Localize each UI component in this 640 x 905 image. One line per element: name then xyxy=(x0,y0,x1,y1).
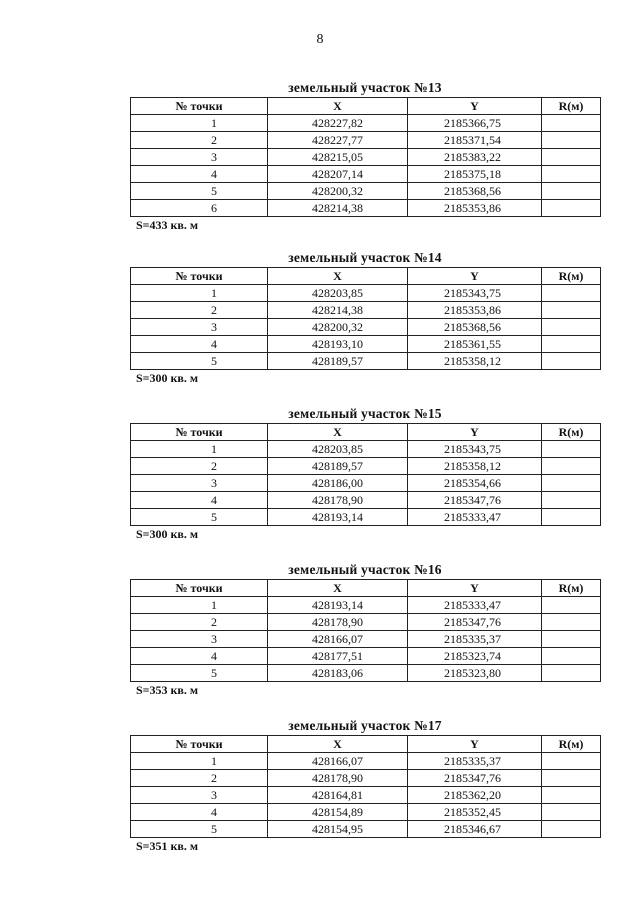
parcel-area: S=300 кв. м xyxy=(136,527,199,541)
header-y: Y xyxy=(408,268,542,285)
coordinates-table xyxy=(130,579,601,682)
x-coordinate-cell: 428207,14 xyxy=(268,166,408,183)
table-row xyxy=(131,353,601,370)
table-row xyxy=(131,665,601,682)
header-point-number: № точки xyxy=(131,580,268,597)
header-y: Y xyxy=(408,424,542,441)
radius-cell xyxy=(542,787,601,804)
x-coordinate-cell: 428166,07 xyxy=(268,753,408,770)
x-coordinate-cell: 428193,14 xyxy=(268,509,408,526)
point-number-cell: 5 xyxy=(131,353,268,370)
parcel-title: земельный участок №16 xyxy=(288,562,442,577)
table-header-row xyxy=(131,98,601,115)
radius-cell xyxy=(542,441,601,458)
radius-cell xyxy=(542,200,601,217)
table-row xyxy=(131,614,601,631)
point-number-cell: 6 xyxy=(131,200,268,217)
y-coordinate-cell: 2185354,66 xyxy=(408,475,542,492)
point-number-cell: 5 xyxy=(131,509,268,526)
radius-cell xyxy=(542,353,601,370)
point-number-cell: 4 xyxy=(131,804,268,821)
table-row xyxy=(131,770,601,787)
y-coordinate-cell: 2185368,56 xyxy=(408,319,542,336)
point-number-cell: 1 xyxy=(131,115,268,132)
y-coordinate-cell: 2185347,76 xyxy=(408,770,542,787)
radius-cell xyxy=(542,475,601,492)
radius-cell xyxy=(542,492,601,509)
point-number-cell: 3 xyxy=(131,475,268,492)
point-number-cell: 5 xyxy=(131,665,268,682)
table-row xyxy=(131,132,601,149)
x-coordinate-cell: 428189,57 xyxy=(268,353,408,370)
parcel-section xyxy=(130,79,600,233)
point-number-cell: 1 xyxy=(131,597,268,614)
parcel-area: S=433 кв. м xyxy=(136,218,199,232)
table-row xyxy=(131,200,601,217)
point-number-cell: 2 xyxy=(131,458,268,475)
x-coordinate-cell: 428193,10 xyxy=(268,336,408,353)
point-number-cell: 1 xyxy=(131,285,268,302)
point-number-cell: 4 xyxy=(131,166,268,183)
header-radius: R(м) xyxy=(542,424,601,441)
table-row xyxy=(131,821,601,838)
y-coordinate-cell: 2185361,55 xyxy=(408,336,542,353)
radius-cell xyxy=(542,753,601,770)
radius-cell xyxy=(542,132,601,149)
y-coordinate-cell: 2185333,47 xyxy=(408,597,542,614)
radius-cell xyxy=(542,302,601,319)
point-number-cell: 4 xyxy=(131,492,268,509)
page-number: 8 xyxy=(316,32,324,47)
table-row xyxy=(131,631,601,648)
table-header-row xyxy=(131,268,601,285)
y-coordinate-cell: 2185333,47 xyxy=(408,509,542,526)
parcel-title: земельный участок №14 xyxy=(288,250,442,265)
parcel-area: S=300 кв. м xyxy=(136,371,199,385)
table-row xyxy=(131,183,601,200)
parcel-section xyxy=(130,561,600,698)
table-row xyxy=(131,149,601,166)
table-row xyxy=(131,804,601,821)
point-number-cell: 3 xyxy=(131,787,268,804)
x-coordinate-cell: 428164,81 xyxy=(268,787,408,804)
x-coordinate-cell: 428200,32 xyxy=(268,319,408,336)
y-coordinate-cell: 2185343,75 xyxy=(408,285,542,302)
y-coordinate-cell: 2185353,86 xyxy=(408,200,542,217)
parcel-title: земельный участок №17 xyxy=(288,718,442,733)
x-coordinate-cell: 428154,95 xyxy=(268,821,408,838)
radius-cell xyxy=(542,458,601,475)
x-coordinate-cell: 428200,32 xyxy=(268,183,408,200)
table-header-row xyxy=(131,424,601,441)
x-coordinate-cell: 428178,90 xyxy=(268,614,408,631)
y-coordinate-cell: 2185323,80 xyxy=(408,665,542,682)
header-radius: R(м) xyxy=(542,736,601,753)
y-coordinate-cell: 2185335,37 xyxy=(408,753,542,770)
radius-cell xyxy=(542,115,601,132)
coordinates-table xyxy=(130,97,601,217)
radius-cell xyxy=(542,821,601,838)
x-coordinate-cell: 428203,85 xyxy=(268,441,408,458)
point-number-cell: 3 xyxy=(131,631,268,648)
header-point-number: № точки xyxy=(131,268,268,285)
parcel-section xyxy=(130,249,600,386)
x-coordinate-cell: 428227,77 xyxy=(268,132,408,149)
header-radius: R(м) xyxy=(542,580,601,597)
header-x: X xyxy=(268,268,408,285)
x-coordinate-cell: 428214,38 xyxy=(268,200,408,217)
y-coordinate-cell: 2185335,37 xyxy=(408,631,542,648)
x-coordinate-cell: 428154,89 xyxy=(268,804,408,821)
point-number-cell: 3 xyxy=(131,319,268,336)
radius-cell xyxy=(542,149,601,166)
table-row xyxy=(131,336,601,353)
x-coordinate-cell: 428183,06 xyxy=(268,665,408,682)
table-row xyxy=(131,319,601,336)
table-row xyxy=(131,285,601,302)
parcel-title: земельный участок №13 xyxy=(288,80,442,95)
x-coordinate-cell: 428215,05 xyxy=(268,149,408,166)
y-coordinate-cell: 2185352,45 xyxy=(408,804,542,821)
y-coordinate-cell: 2185347,76 xyxy=(408,614,542,631)
table-row xyxy=(131,302,601,319)
parcel-area: S=351 кв. м xyxy=(136,839,199,853)
point-number-cell: 4 xyxy=(131,648,268,665)
header-radius: R(м) xyxy=(542,268,601,285)
radius-cell xyxy=(542,183,601,200)
point-number-cell: 5 xyxy=(131,821,268,838)
parcel-section xyxy=(130,405,600,542)
x-coordinate-cell: 428214,38 xyxy=(268,302,408,319)
coordinates-table xyxy=(130,267,601,370)
radius-cell xyxy=(542,631,601,648)
table-row xyxy=(131,441,601,458)
radius-cell xyxy=(542,319,601,336)
y-coordinate-cell: 2185353,86 xyxy=(408,302,542,319)
parcel-title: земельный участок №15 xyxy=(288,406,442,421)
header-y: Y xyxy=(408,98,542,115)
table-row xyxy=(131,458,601,475)
point-number-cell: 2 xyxy=(131,132,268,149)
table-row xyxy=(131,475,601,492)
table-row xyxy=(131,648,601,665)
radius-cell xyxy=(542,614,601,631)
x-coordinate-cell: 428166,07 xyxy=(268,631,408,648)
y-coordinate-cell: 2185366,75 xyxy=(408,115,542,132)
x-coordinate-cell: 428189,57 xyxy=(268,458,408,475)
radius-cell xyxy=(542,804,601,821)
x-coordinate-cell: 428178,90 xyxy=(268,492,408,509)
radius-cell xyxy=(542,648,601,665)
x-coordinate-cell: 428193,14 xyxy=(268,597,408,614)
y-coordinate-cell: 2185375,18 xyxy=(408,166,542,183)
header-x: X xyxy=(268,580,408,597)
header-point-number: № точки xyxy=(131,98,268,115)
point-number-cell: 2 xyxy=(131,770,268,787)
point-number-cell: 4 xyxy=(131,336,268,353)
y-coordinate-cell: 2185323,74 xyxy=(408,648,542,665)
header-point-number: № точки xyxy=(131,736,268,753)
y-coordinate-cell: 2185346,67 xyxy=(408,821,542,838)
radius-cell xyxy=(542,285,601,302)
y-coordinate-cell: 2185371,54 xyxy=(408,132,542,149)
x-coordinate-cell: 428177,51 xyxy=(268,648,408,665)
point-number-cell: 2 xyxy=(131,614,268,631)
radius-cell xyxy=(542,597,601,614)
header-x: X xyxy=(268,424,408,441)
header-y: Y xyxy=(408,736,542,753)
parcel-section xyxy=(130,717,600,854)
header-x: X xyxy=(268,736,408,753)
table-row xyxy=(131,753,601,770)
table-row xyxy=(131,166,601,183)
coordinates-table xyxy=(130,423,601,526)
point-number-cell: 1 xyxy=(131,753,268,770)
header-radius: R(м) xyxy=(542,98,601,115)
header-y: Y xyxy=(408,580,542,597)
radius-cell xyxy=(542,166,601,183)
y-coordinate-cell: 2185383,22 xyxy=(408,149,542,166)
coordinates-table xyxy=(130,735,601,838)
point-number-cell: 3 xyxy=(131,149,268,166)
x-coordinate-cell: 428203,85 xyxy=(268,285,408,302)
table-row xyxy=(131,509,601,526)
table-row xyxy=(131,787,601,804)
radius-cell xyxy=(542,770,601,787)
table-header-row xyxy=(131,736,601,753)
table-header-row xyxy=(131,580,601,597)
point-number-cell: 2 xyxy=(131,302,268,319)
x-coordinate-cell: 428186,00 xyxy=(268,475,408,492)
point-number-cell: 5 xyxy=(131,183,268,200)
x-coordinate-cell: 428178,90 xyxy=(268,770,408,787)
y-coordinate-cell: 2185358,12 xyxy=(408,353,542,370)
radius-cell xyxy=(542,665,601,682)
header-x: X xyxy=(268,98,408,115)
header-point-number: № точки xyxy=(131,424,268,441)
y-coordinate-cell: 2185358,12 xyxy=(408,458,542,475)
table-row xyxy=(131,492,601,509)
parcel-area: S=353 кв. м xyxy=(136,683,199,697)
y-coordinate-cell: 2185343,75 xyxy=(408,441,542,458)
table-row xyxy=(131,597,601,614)
radius-cell xyxy=(542,336,601,353)
radius-cell xyxy=(542,509,601,526)
point-number-cell: 1 xyxy=(131,441,268,458)
y-coordinate-cell: 2185368,56 xyxy=(408,183,542,200)
table-row xyxy=(131,115,601,132)
y-coordinate-cell: 2185347,76 xyxy=(408,492,542,509)
y-coordinate-cell: 2185362,20 xyxy=(408,787,542,804)
x-coordinate-cell: 428227,82 xyxy=(268,115,408,132)
